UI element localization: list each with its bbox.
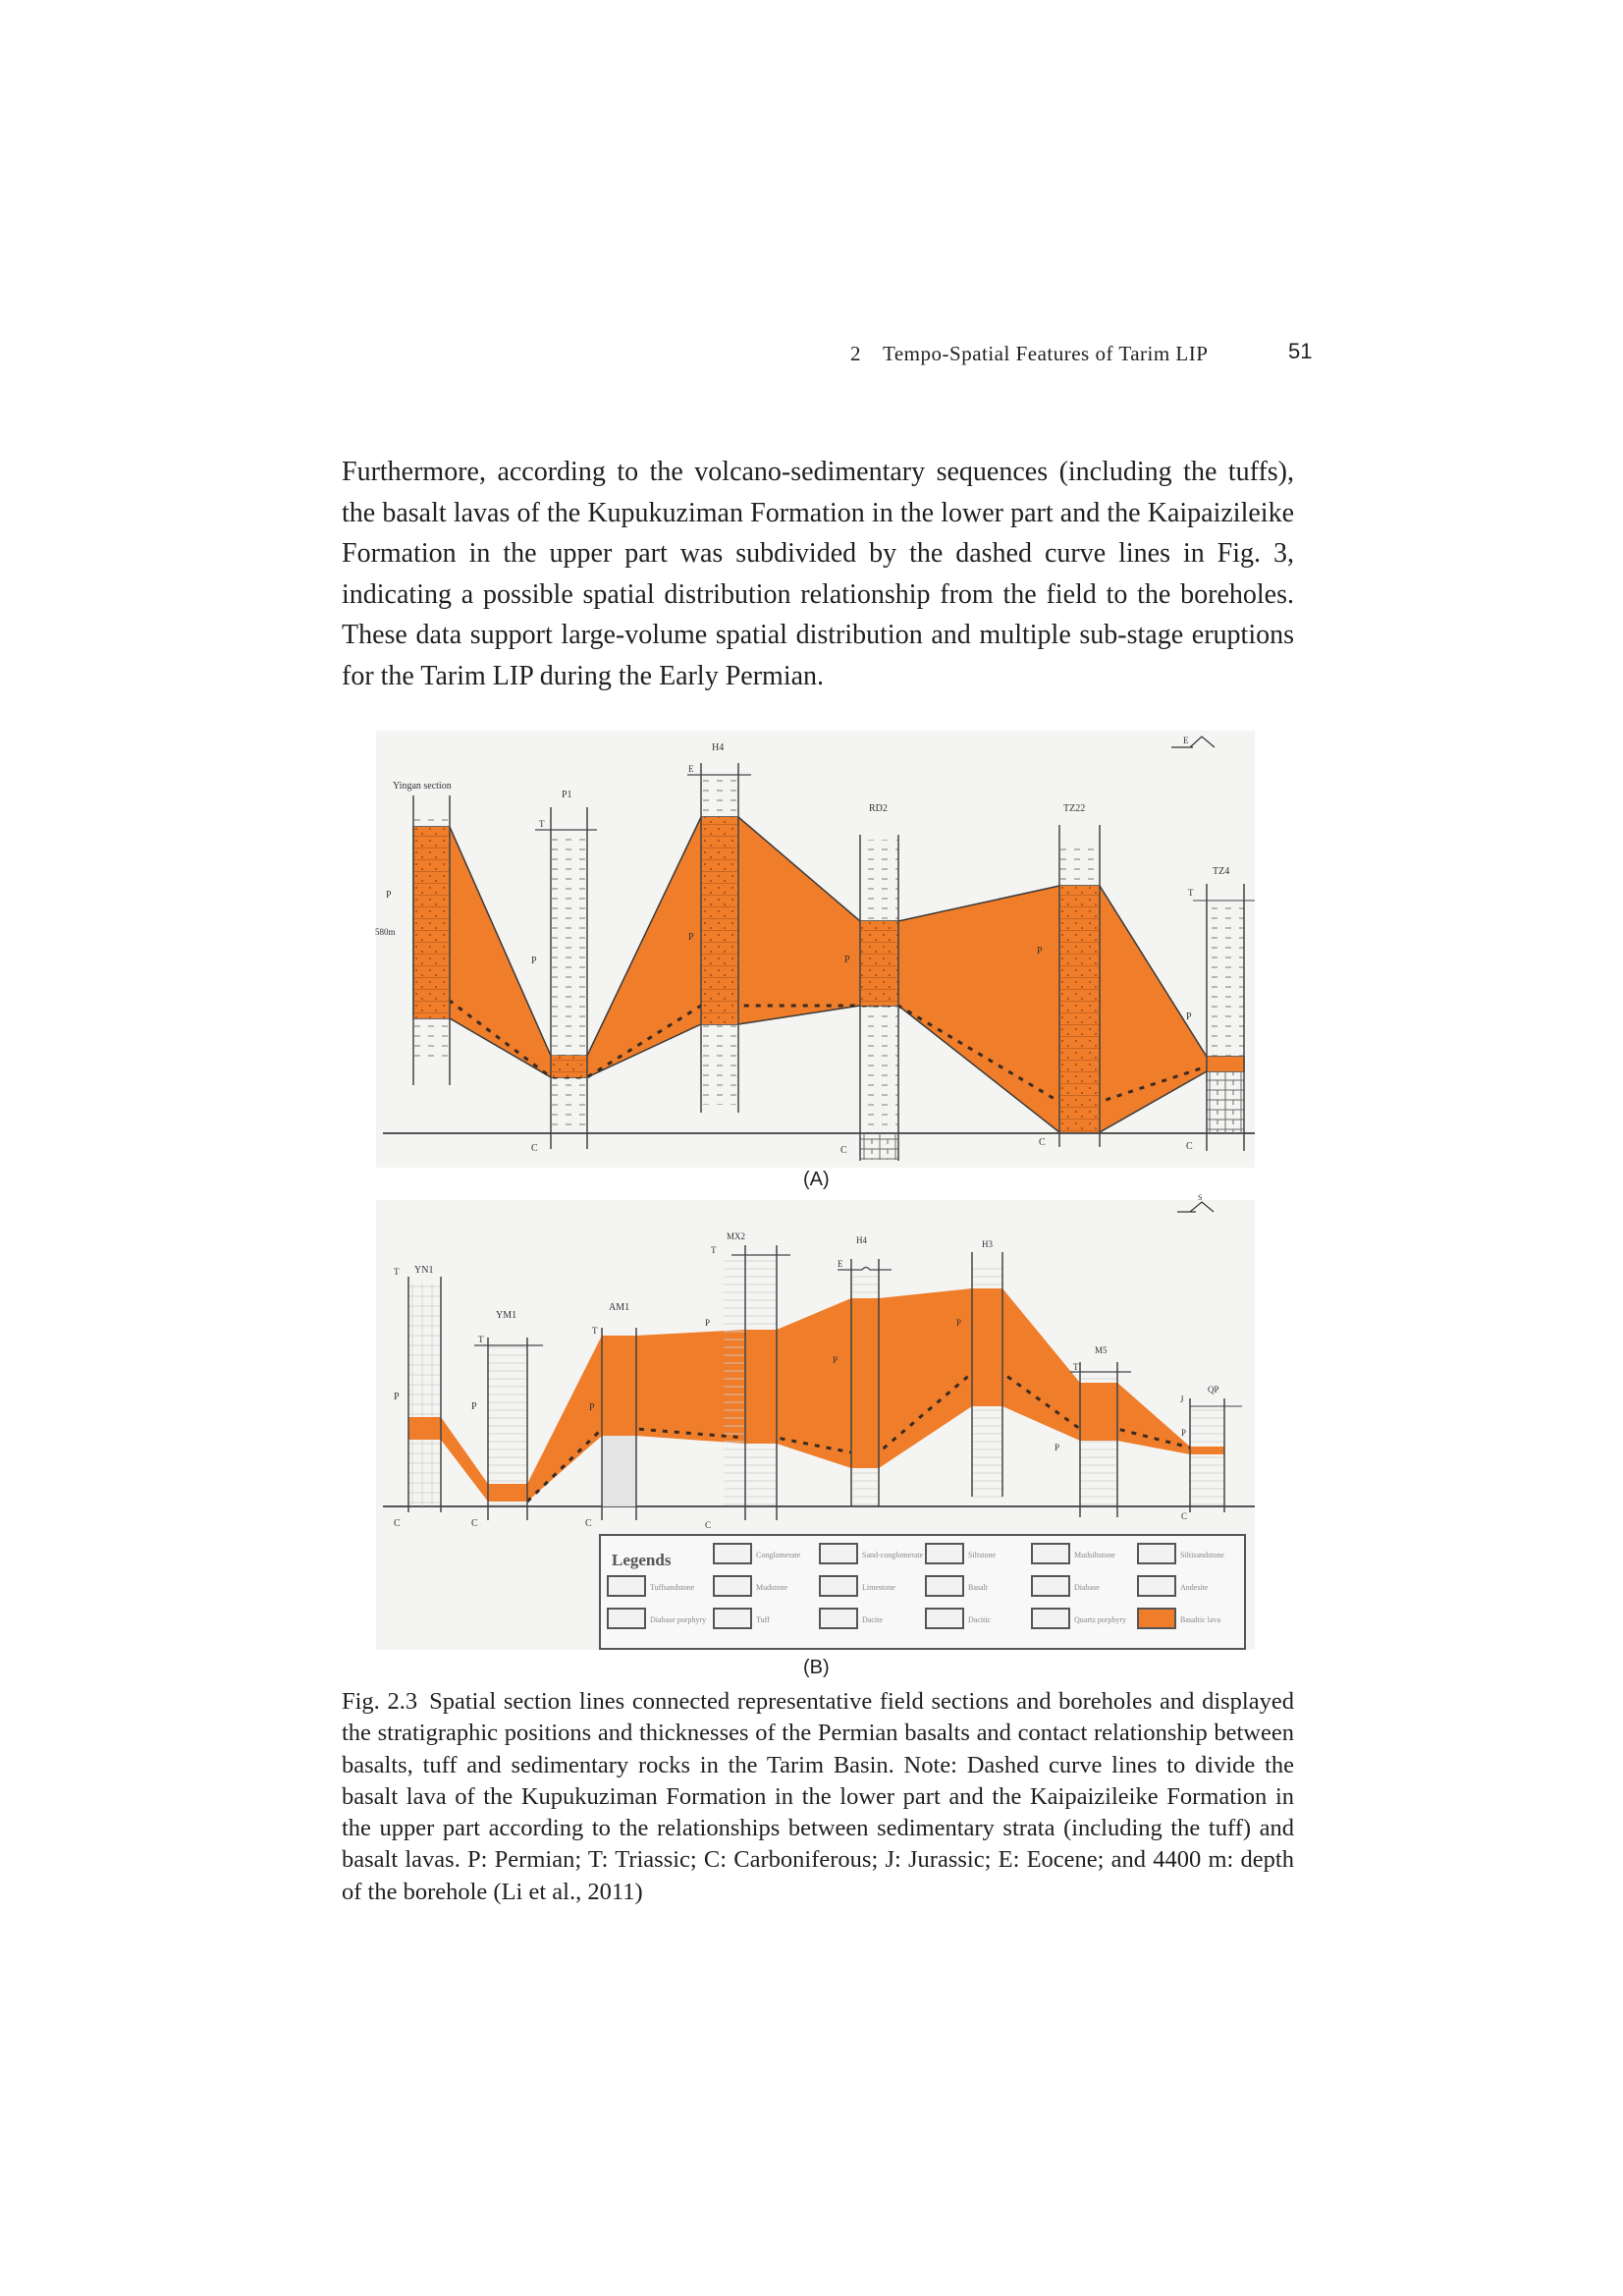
legend-title: Legends (612, 1551, 672, 1569)
body-paragraph: Furthermore, according to the volcano-sedimentary sequences (including the tuffs), the basalt lavas of the Kupukuziman Formation in the lower part and the Kaipaizileike Formation in the upper part was subdivided by the dashed curve lines in Fig. 3, indicating a possible spatial distribution relationship from the field to the boreholes. These data support large-volume spatial distribution and multiple sub-stage eruptions for the Tarim LIP during the Early Permian. (342, 457, 1294, 691)
unit-label: P (833, 1355, 839, 1365)
unit-label: P (1186, 1011, 1192, 1022)
unit-label: P (705, 1318, 711, 1328)
legend-label: Tuff (756, 1615, 770, 1624)
unit-label: C (471, 1518, 478, 1529)
column-yingan (413, 795, 450, 1085)
legend (600, 1535, 1245, 1649)
legend-swatch-tuffsandstone (608, 1576, 645, 1596)
chapter-number: 2 (850, 342, 861, 365)
legend-swatch-quartz-porphyry (1032, 1609, 1069, 1628)
section-label: TZ22 (1063, 803, 1086, 814)
unit-label: P (1037, 946, 1043, 957)
direction-marker-icon (1177, 1193, 1214, 1212)
legend-label: Siltstone (968, 1551, 997, 1559)
section-label: TZ4 (1213, 866, 1230, 877)
legend-swatch-dacite (820, 1609, 857, 1628)
legend-swatch-siltstone (926, 1544, 963, 1563)
legend-label: Andesite (1180, 1583, 1209, 1592)
legend-label: Quartz porphyry (1074, 1615, 1127, 1624)
legend-label: Diabase (1074, 1583, 1100, 1592)
legend-label: Mudstone (756, 1583, 787, 1592)
unit-label: C (840, 1145, 847, 1156)
section-label: H3 (982, 1239, 993, 1249)
unit-label: T (1188, 888, 1194, 898)
unit-label: P (844, 955, 850, 965)
unit-label: C (585, 1518, 592, 1529)
direction-marker-icon (1171, 736, 1215, 747)
caption-text: Spatial section lines connected representative field sections and boreholes and displayed the stratigraphic positions and thicknesses of the Permian basalts and contact relationship between basalts, tuff and sedimentary rocks in the Tarim Basin. Note: Dashed curve lines to divide the basalt lava of the Kupukuziman Formation in the lower part and the Kaipaizileike Formation in the upper part according to the relationships between sedimentary strata (including the tuff) and basalt lavas. P: Permian; T: Triassic; C: Carboniferous; J: Jurassic; E: Eocene; and 4400 m: depth of the borehole (Li et al., 2011) (342, 1688, 1294, 1905)
panel-label-b: (B) (803, 1657, 830, 1678)
caption-figure-number: Fig. 2.3 (342, 1688, 418, 1715)
unit-label: T (592, 1326, 598, 1336)
legend-swatch-conglomerate (714, 1544, 751, 1563)
unit-label: C (1186, 1141, 1193, 1152)
unit-label: T (539, 819, 545, 829)
direction-label: S (1198, 1193, 1203, 1202)
legend-swatch-tuff (714, 1609, 751, 1628)
section-label: M5 (1095, 1345, 1108, 1355)
unit-label: C (1181, 1511, 1188, 1521)
unit-label: J (1180, 1394, 1184, 1404)
legend-label: Limestone (862, 1583, 895, 1592)
figure-panel-b (376, 1193, 1255, 1650)
section-label: H4 (712, 742, 725, 753)
page-number: 51 (1288, 339, 1313, 363)
unit-label: T (711, 1245, 717, 1255)
unit-label: T (1073, 1362, 1079, 1372)
legend-label: Tuffsandstone (650, 1583, 695, 1592)
legend-label: Basalt (968, 1583, 988, 1592)
column-qp (1190, 1398, 1242, 1512)
section-label: QP (1208, 1385, 1219, 1394)
legend-swatch-basalt (926, 1576, 963, 1596)
chapter-title: Tempo-Spatial Features of Tarim LIP (883, 342, 1209, 365)
column-h3 (972, 1252, 1002, 1498)
column-p1 (535, 807, 597, 1149)
cross-section-b (376, 1193, 1255, 1650)
running-head (850, 342, 1208, 366)
legend-label: Conglomerate (756, 1551, 801, 1559)
direction-label: E (1183, 736, 1189, 745)
legend-swatch-mudsiltstone (1032, 1544, 1069, 1563)
legend-label: Sand-conglomerate (862, 1551, 924, 1559)
unit-label: T (394, 1267, 400, 1277)
legend-swatch-dacitic (926, 1609, 963, 1628)
section-label: AM1 (609, 1302, 630, 1313)
column-rd2 (860, 835, 898, 1161)
legend-swatch-diabase-porphyry (608, 1609, 645, 1628)
column-tz4 (1193, 884, 1255, 1151)
section-label: P1 (562, 790, 572, 800)
legend-swatch-andesite (1138, 1576, 1175, 1596)
unit-label: T (478, 1335, 484, 1344)
legend-swatch-siltisandstone (1138, 1544, 1175, 1563)
section-label: YN1 (414, 1265, 434, 1276)
unit-label: E (838, 1259, 843, 1269)
unit-label: P (688, 932, 694, 943)
figure-panel-a (376, 731, 1255, 1168)
unit-label: C (1039, 1137, 1046, 1148)
legend-label: Dacitic (968, 1615, 992, 1624)
unit-label: C (531, 1143, 538, 1154)
legend-label: Basaltic lava (1180, 1615, 1221, 1624)
unit-label: P (1181, 1428, 1187, 1438)
unit-label: P (1055, 1443, 1060, 1452)
unit-label: P (531, 956, 537, 966)
unit-label: E (688, 764, 694, 774)
unit-label: P (394, 1392, 400, 1402)
legend-swatch-diabase (1032, 1576, 1069, 1596)
legend-label: Siltisandstone (1180, 1551, 1224, 1559)
unit-label: P (956, 1318, 962, 1328)
basalt-lava-body (413, 817, 1244, 1132)
section-label: RD2 (869, 803, 888, 814)
column-yn1 (408, 1277, 441, 1512)
legend-swatch-basaltic-lava (1138, 1609, 1175, 1628)
section-label: Yingan section (393, 781, 452, 792)
panel-label-a: (A) (803, 1169, 830, 1190)
legend-label: Dacite (862, 1615, 883, 1624)
unit-label: C (394, 1518, 401, 1529)
cross-section-a (376, 731, 1255, 1168)
thickness-label: 580m (375, 927, 396, 937)
column-am1 (602, 1328, 636, 1520)
unit-label: C (705, 1520, 712, 1530)
legend-swatch-sand-conglomerate (820, 1544, 857, 1563)
body-text (342, 452, 1294, 696)
legend-swatch-limestone (820, 1576, 857, 1596)
section-label: H4 (856, 1235, 867, 1245)
legend-label: Diabase porphyry (650, 1615, 707, 1624)
legend-swatch-mudstone (714, 1576, 751, 1596)
unit-label: P (471, 1401, 477, 1412)
section-label: YM1 (496, 1310, 517, 1321)
unit-label: P (589, 1402, 595, 1413)
legend-label: Mudsiltstone (1074, 1551, 1115, 1559)
figure-caption (342, 1686, 1294, 1908)
unit-label: P (386, 890, 392, 901)
section-label: MX2 (727, 1231, 746, 1241)
column-tz22 (1059, 825, 1100, 1147)
